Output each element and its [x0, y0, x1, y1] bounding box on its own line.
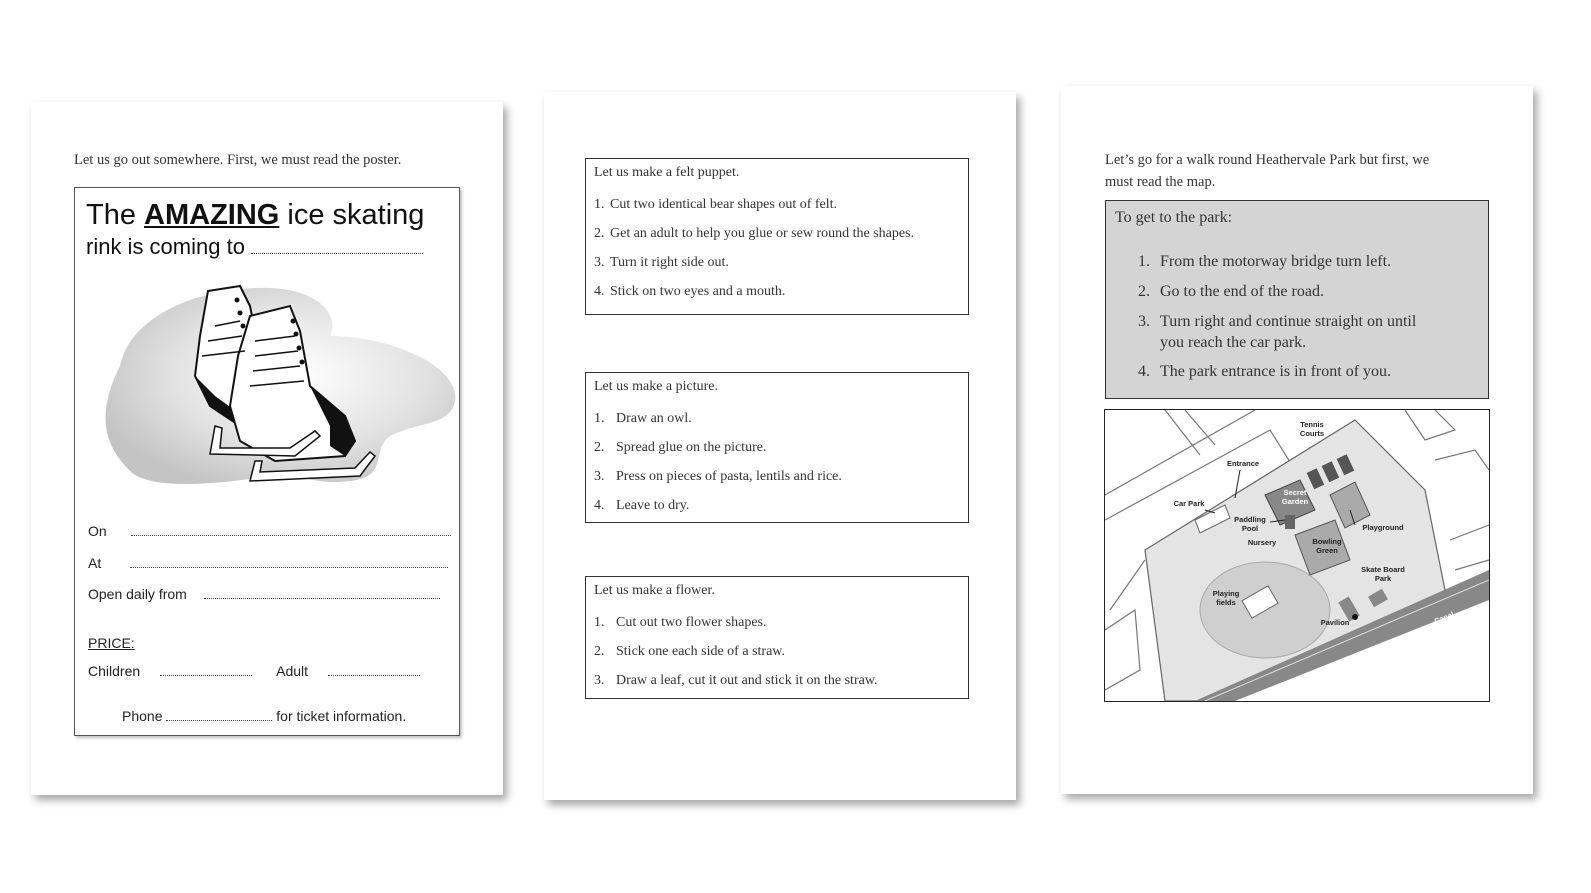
map-label-bowling: Bowling	[1312, 537, 1342, 546]
item-text: Cut two identical bear shapes out of felt.	[610, 197, 838, 212]
felt-puppet-heading: Let us make a felt puppet.	[594, 165, 740, 180]
item-number: 3.	[594, 673, 605, 688]
subtitle-text: rink is coming to	[86, 234, 245, 259]
ice-skates-illustration	[90, 276, 460, 496]
open-label: Open daily from	[88, 586, 187, 602]
phone-suffix: for ticket information.	[276, 708, 407, 724]
list-item	[1138, 361, 1391, 382]
price-label: PRICE:	[88, 635, 135, 651]
item-number: 4.	[1138, 363, 1150, 380]
park-page	[1061, 86, 1533, 794]
map-label-garden: Garden	[1281, 497, 1309, 506]
item-number: 4.	[594, 498, 605, 513]
map-label-courts: Courts	[1299, 429, 1325, 438]
item-number: 2.	[1138, 283, 1150, 300]
children-blank	[160, 675, 252, 676]
poster-page	[31, 102, 503, 795]
item-text: Get an adult to help you glue or sew round the shapes.	[610, 226, 915, 241]
item-line: you reach the car park.	[1160, 334, 1307, 351]
list-item	[594, 411, 692, 427]
map-label-car-park: Car Park	[1173, 499, 1205, 508]
item-number: 2.	[594, 644, 605, 659]
park-intro-line: must read the map.	[1105, 174, 1216, 190]
park-intro	[1105, 149, 1429, 193]
open-row	[88, 586, 440, 602]
list-item	[1138, 311, 1416, 353]
item-text: Draw a leaf, cut it out and stick it on the straw.	[616, 673, 878, 688]
list-item	[1138, 281, 1324, 302]
adult-blank	[328, 675, 420, 676]
item-number: 2.	[594, 440, 605, 455]
map-label-nursery: Nursery	[1247, 538, 1277, 547]
map-label-canal: Canal	[1432, 609, 1456, 626]
item-number: 3.	[1138, 313, 1150, 330]
map-label-playground: Playground	[1362, 523, 1404, 532]
at-label: At	[88, 555, 102, 571]
item-text: The park entrance is in front of you.	[1160, 363, 1392, 380]
map-label-secret: Secret	[1283, 488, 1307, 497]
item-text: From the motorway bridge turn left.	[1160, 253, 1392, 270]
poster-subtitle	[86, 234, 423, 260]
item-number: 1.	[594, 411, 605, 426]
item-text: Press on pieces of pasta, lentils and rice.	[616, 469, 842, 484]
poster-intro: Let us go out somewhere. First, we must read the poster.	[74, 152, 402, 168]
list-item	[594, 644, 785, 660]
item-number: 4.	[594, 284, 605, 299]
at-row	[88, 555, 448, 571]
map-label-tennis: Tennis	[1300, 420, 1324, 429]
map-label-playing: Playing	[1212, 589, 1240, 598]
item-text: Draw an owl.	[616, 411, 692, 426]
item-text: Spread glue on the picture.	[616, 440, 767, 455]
on-row	[88, 523, 451, 539]
map-label-skate-park: Park	[1374, 574, 1392, 583]
park-map	[1104, 409, 1490, 702]
title-post: ice skating	[279, 199, 425, 231]
poster-title	[86, 198, 424, 232]
map-label-fields: fields	[1216, 598, 1236, 607]
item-text	[1160, 311, 1416, 353]
felt-puppet-box	[585, 158, 969, 315]
phone-row	[122, 708, 406, 724]
list-item	[594, 197, 837, 213]
directions-heading: To get to the park:	[1115, 209, 1233, 226]
town-blank	[251, 253, 423, 254]
on-label: On	[88, 523, 107, 539]
item-text: Leave to dry.	[616, 498, 690, 513]
flower-heading: Let us make a flower.	[594, 583, 715, 598]
park-intro-line: Let’s go for a walk round Heathervale Park but first, we	[1105, 152, 1430, 168]
map-label-pool: Pool	[1241, 524, 1259, 533]
item-number: 1.	[594, 197, 605, 212]
list-item	[594, 498, 689, 514]
list-item	[594, 469, 842, 485]
item-number: 1.	[1138, 253, 1150, 270]
item-number: 3.	[594, 469, 605, 484]
item-text: Go to the end of the road.	[1160, 283, 1324, 300]
ice-skating-poster	[74, 187, 460, 736]
item-text: Stick one each side of a straw.	[616, 644, 785, 659]
phone-blank	[166, 720, 272, 721]
list-item	[594, 226, 914, 242]
list-item	[1138, 251, 1391, 272]
at-blank	[130, 567, 448, 568]
map-label-pavilion: Pavilion	[1320, 618, 1350, 627]
item-number: 3.	[594, 255, 605, 270]
map-label-skate: Skate Board	[1361, 565, 1405, 574]
item-number: 1.	[594, 615, 605, 630]
instructions-page	[544, 92, 1016, 800]
list-item	[594, 615, 766, 631]
on-blank	[131, 535, 451, 536]
picture-box	[585, 372, 969, 523]
item-text: Stick on two eyes and a mouth.	[610, 284, 786, 299]
title-amazing: AMAZING	[144, 199, 280, 231]
picture-heading: Let us make a picture.	[594, 379, 719, 394]
list-item	[594, 673, 878, 689]
phone-label: Phone	[122, 708, 163, 724]
item-text: Cut out two flower shapes.	[616, 615, 767, 630]
title-pre: The	[86, 199, 145, 231]
directions-box	[1105, 200, 1489, 399]
children-label: Children	[88, 663, 141, 679]
item-line: Turn right and continue straight on until	[1160, 313, 1417, 330]
item-number: 2.	[594, 226, 605, 241]
flower-box	[585, 576, 969, 699]
map-label-green: Green	[1316, 546, 1338, 555]
price-row	[88, 663, 420, 679]
list-item	[594, 284, 785, 300]
map-label-paddling: Paddling	[1234, 515, 1266, 524]
list-item	[594, 255, 729, 271]
open-blank	[204, 598, 440, 599]
park-map-svg	[1105, 410, 1489, 701]
item-text: Turn it right side out.	[610, 255, 729, 270]
list-item	[594, 440, 766, 456]
adult-label: Adult	[276, 663, 309, 679]
map-label-entrance: Entrance	[1226, 459, 1260, 468]
